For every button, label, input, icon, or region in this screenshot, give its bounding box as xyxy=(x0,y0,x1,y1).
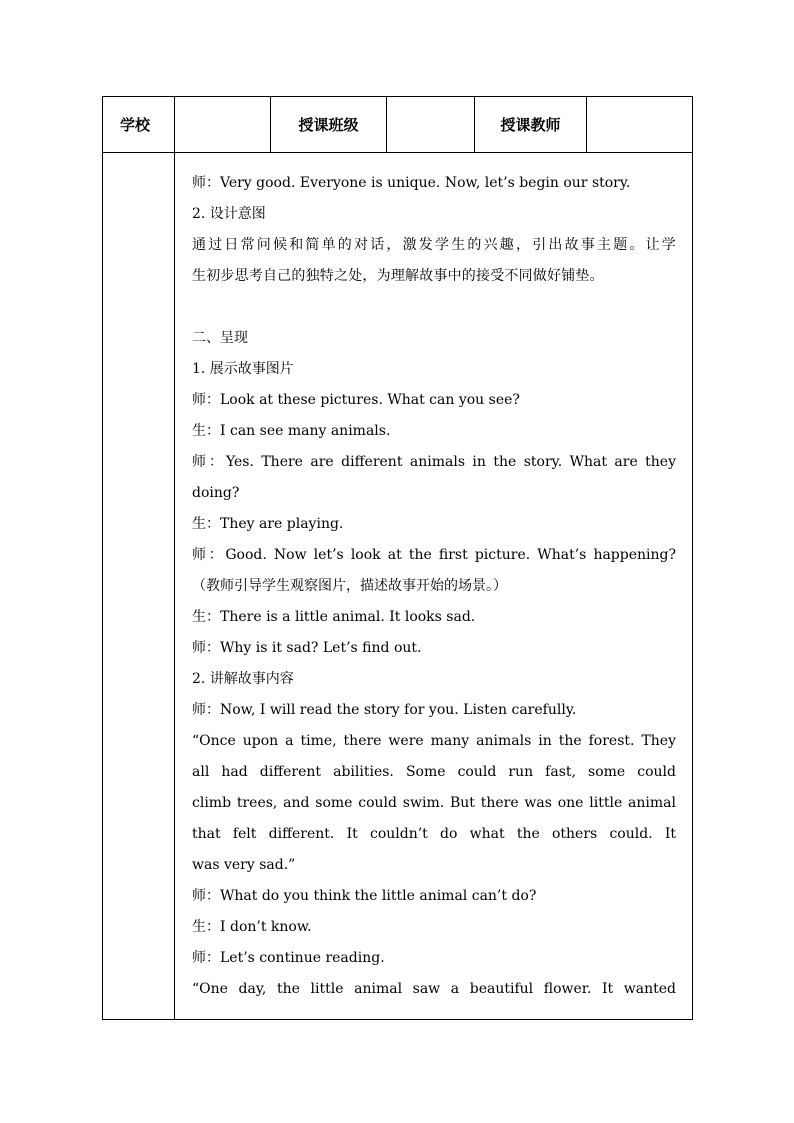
text-line: 师：What do you think the little animal can’t do? xyxy=(192,888,537,904)
teacher-value xyxy=(587,97,693,153)
header-row xyxy=(103,97,693,153)
text-line: 生初步思考自己的独特之处，为理解故事中的接受不同做好铺垫。 xyxy=(192,268,604,284)
section-heading: 二、呈现 xyxy=(192,330,248,346)
text-line: 生：They are playing. xyxy=(192,516,344,532)
section-heading: 2. 讲解故事内容 xyxy=(192,671,294,687)
blank-line xyxy=(192,292,676,323)
body-row xyxy=(103,153,693,1020)
text-line: 师：Yes. There are different animals in the story. What are they xyxy=(192,454,676,470)
text-line: 师：Why is it sad? Let’s find out. xyxy=(192,640,422,656)
section-heading: 1. 展示故事图片 xyxy=(192,361,294,377)
class-value xyxy=(387,97,475,153)
text-line: “One day, the little animal saw a beautiful flower. It wanted xyxy=(192,981,676,997)
text-line: 通过日常问候和简单的对话，激发学生的兴趣，引出故事主题。让学 xyxy=(192,237,676,253)
lesson-plan-table xyxy=(102,96,693,1020)
text-line: 生：There is a little animal. It looks sad. xyxy=(192,609,476,625)
text-line: 师：Look at these pictures. What can you see? xyxy=(192,392,520,408)
teacher-label: 授课教师 xyxy=(475,97,587,153)
left-margin-cell xyxy=(103,153,175,1020)
text-line: （教师引导学生观察图片，描述故事开始的场景。） xyxy=(192,578,507,594)
text-line: 师：Now, I will read the story for you. Listen carefully. xyxy=(192,702,577,718)
school-value xyxy=(175,97,271,153)
text-line: all had different abilities. Some could run fast, some could xyxy=(192,764,676,780)
school-label: 学校 xyxy=(103,97,175,153)
text-line: 师：Let’s continue reading. xyxy=(192,950,385,966)
text-line: 师：Very good. Everyone is unique. Now, let’s begin our story. xyxy=(192,175,631,191)
text-line: “Once upon a time, there were many animals in the forest. They xyxy=(192,733,676,749)
text-line: 生：I don’t know. xyxy=(192,919,312,935)
text-line: that felt different. It couldn’t do what the others could. It xyxy=(192,826,676,842)
content-cell xyxy=(175,153,693,1020)
section-heading: 2. 设计意图 xyxy=(192,206,266,222)
text-line: doing? xyxy=(192,485,240,501)
text-line: 生：I can see many animals. xyxy=(192,423,391,439)
class-label: 授课班级 xyxy=(271,97,387,153)
text-line: was very sad.” xyxy=(192,857,296,873)
text-line: climb trees, and some could swim. But there was one little animal xyxy=(192,795,676,811)
text-line: 师：Good. Now let’s look at the first picture. What’s happening? xyxy=(192,547,676,563)
